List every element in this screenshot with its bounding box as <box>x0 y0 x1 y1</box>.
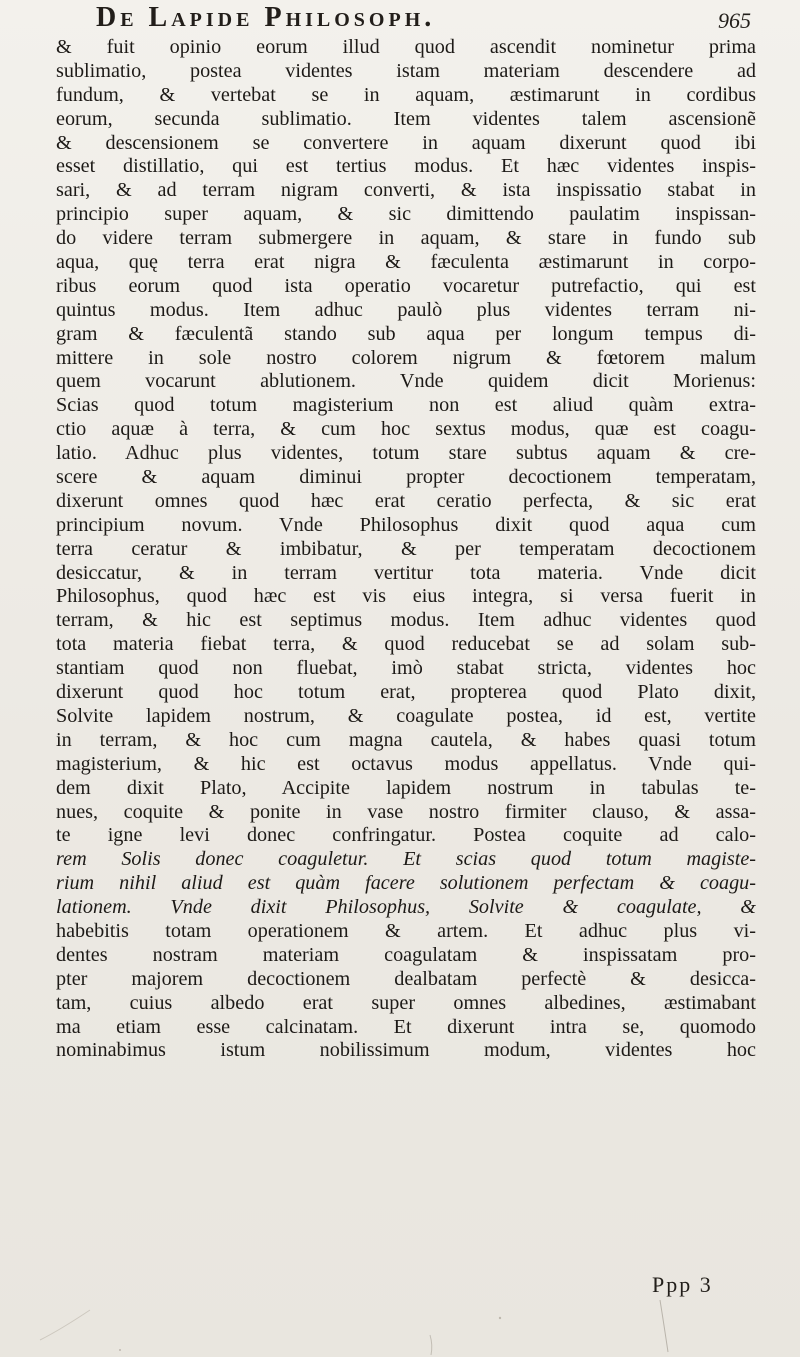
speck-line <box>660 1300 668 1352</box>
text-line: scere & aquam diminui propter decoctionem temperatam, <box>56 466 756 489</box>
text-line: dixerunt quod hoc totum erat, propterea quod Plato dixit, <box>56 681 756 704</box>
text-line: magisterium, & hic est octavus modus appellatus. Vnde qui- <box>56 752 756 775</box>
text-line: Philosophus, quod hæc est vis eius integra, si versa fuerit in <box>56 585 756 608</box>
body-text <box>56 36 756 1063</box>
text-line: stantiam quod non fluebat, imò stabat stricta, videntes hoc <box>56 657 756 680</box>
speck-line <box>430 1335 432 1355</box>
speck-dot <box>499 1317 501 1319</box>
text-line: ma etiam esse calcinatam. Et dixerunt intra se, quomodo <box>56 1015 756 1038</box>
text-line: dentes nostram materiam coagulatam & inspissatam pro- <box>56 943 756 966</box>
text-line: mittere in sole nostro colorem nigrum & fœtorem malum <box>56 346 756 369</box>
page-number: 965 <box>718 8 751 33</box>
text-line: tota materia fiebat terra, & quod reducebat se ad solam sub- <box>56 633 756 656</box>
text-line: latio. Adhuc plus videntes, totum stare subtus aquam & cre- <box>56 442 756 465</box>
text-line: gram & fæculentã stando sub aqua per longum tempus di- <box>56 322 756 345</box>
text-line: quem vocarunt ablutionem. Vnde quidem dicit Morienus: <box>56 370 756 393</box>
text-line: ctio aquæ à terra, & cum hoc sextus modus, quæ est coagu- <box>56 418 756 441</box>
text-line: & fuit opinio eorum illud quod ascendit nominetur prima <box>56 36 756 58</box>
text-line: nominabimus istum nobilissimum modum, videntes hoc <box>56 1039 756 1062</box>
text-line: principio super aquam, & sic dimittendo paulatim inspissan- <box>56 203 756 226</box>
text-line: pter majorem decoctionem dealbatam perfectè & desicca- <box>56 967 756 990</box>
text-line: dem dixit Plato, Accipite lapidem nostrum in tabulas te- <box>56 776 756 799</box>
text-line: sublimatio, postea videntes istam materiam descendere ad <box>56 59 756 82</box>
text-line: Scias quod totum magisterium non est aliud quàm extra- <box>56 394 756 417</box>
text-line: desiccatur, & in terram vertitur tota materia. Vnde dicit <box>56 561 756 584</box>
text-line: esset distillatio, qui est tertius modus. Et hæc videntes inspis- <box>56 155 756 178</box>
text-line: ribus eorum quod ista operatio vocaretur putrefactio, qui est <box>56 274 756 297</box>
text-line: te igne levi donec confringatur. Postea coquite ad calo- <box>56 824 756 847</box>
text-line: rium nihil aliud est quàm facere solutionem perfectam & coagu- <box>56 872 756 895</box>
text-line: eorum, secunda sublimatio. Item videntes talem ascensionẽ <box>56 107 756 130</box>
page-header <box>0 2 800 38</box>
speck-line <box>40 1310 90 1340</box>
text-line: terram, & hic est septimus modus. Item adhuc videntes quod <box>56 609 756 632</box>
page-footer <box>0 1272 800 1302</box>
running-head: De Lapide Philosoph. <box>96 2 436 33</box>
text-line: principium novum. Vnde Philosophus dixit quod aqua cum <box>56 513 756 536</box>
text-line: lationem. Vnde dixit Philosophus, Solvite & coagulate, & <box>56 896 756 919</box>
text-line: tam, cuius albedo erat super omnes albedines, æstimabant <box>56 991 756 1014</box>
text-line: terra ceratur & imbibatur, & per temperatam decoctionem <box>56 537 756 560</box>
text-line: rem Solis donec coaguletur. Et scias quod totum magiste- <box>56 848 756 871</box>
text-line: habebitis totam operationem & artem. Et adhuc plus vi- <box>56 919 756 942</box>
text-line: & descensionem se convertere in aquam dixerunt quod ibi <box>56 131 756 154</box>
text-line: in terram, & hoc cum magna cautela, & habes quasi totum <box>56 728 756 751</box>
text-line: nues, coquite & ponite in vase nostro firmiter clauso, & assa- <box>56 800 756 823</box>
text-line: sari, & ad terram nigram converti, & ista inspissatio stabat in <box>56 179 756 202</box>
text-line: aqua, quę terra erat nigra & fæculenta æstimarunt in corpo- <box>56 251 756 274</box>
signature-mark: Ppp 3 <box>652 1272 713 1297</box>
speck-dot <box>119 1349 121 1351</box>
text-line: do videre terram submergere in aquam, & stare in fundo sub <box>56 227 756 250</box>
text-line: quintus modus. Item adhuc paulò plus videntes terram ni- <box>56 298 756 321</box>
text-line: dixerunt omnes quod hæc erat ceratio perfecta, & sic erat <box>56 489 756 512</box>
text-line: Solvite lapidem nostrum, & coagulate postea, id est, vertite <box>56 704 756 727</box>
text-line: fundum, & vertebat se in aquam, æstimarunt in cordibus <box>56 83 756 106</box>
